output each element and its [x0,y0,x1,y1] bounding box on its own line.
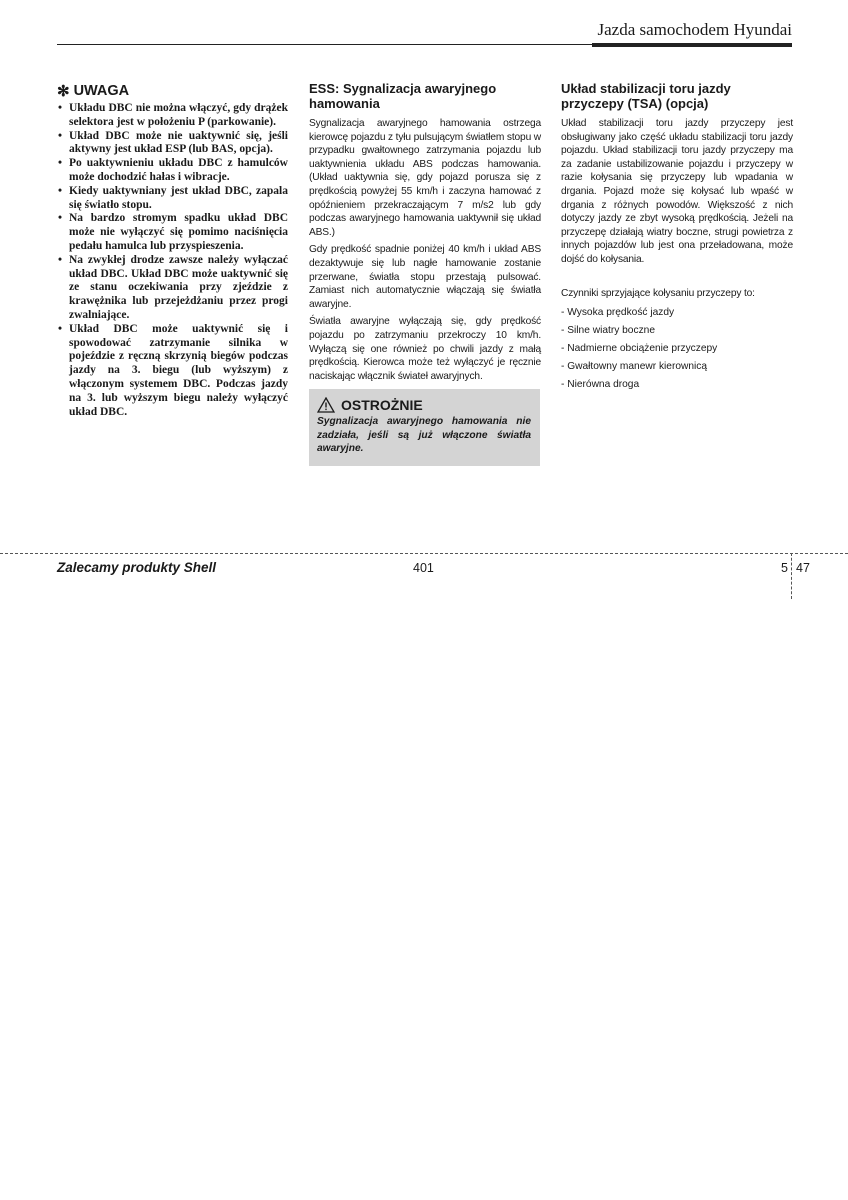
tsa-paragraph: Układ stabilizacji toru jazdy przyczepy jest obsługiwany jako część układu stabilizacji toru jazdy pojazdu. Układ stabilizacji toru jazdy przyczepy ma za zadanie ustabilizowanie pojazdu i przyczepy w razie kołysania się przyczepy lub wpadania w drgania. Pojazd może się kołysać lub wpaść w drgania z różnych powodów. Większość z nich dotyczy jazdy ze zbyt wysoką prędkością. Jeżeli na przyczepę działają wiatry boczne, strugi powietrza z innych pojazdów lub jest ona przeładowana, może dojść do kołysania. [561,118,793,265]
footer-chapter-number: 5 [781,561,788,575]
ess-paragraph: Sygnalizacja awaryjnego hamowania ostrzega kierowcę pojazdu z tyłu pulsującym światłem stopu w przypadku gwałtownego zatrzymania pojazdu lub uaktywnienia układu ABS podczas hamowania. (Układ uaktywnia się, gdy pojazd porusza się z prędkością powyżej 55 km/h i zaczyna hamować z opóźnieniem przekraczającym 7 m/s2 lub gdy podczas awaryjnego hamowania uaktywnił się układ ABS.) [309,118,541,238]
note-column [57,82,288,419]
asterisk-icon: ✻ [57,83,70,100]
note-title: UWAGA [73,83,130,99]
note-item: • Układ DBC może nie uaktywnić się, jeśli aktywny jest układ ESP (lub BAS, opcja). [57,130,288,158]
note-heading [57,82,288,100]
list-item: - Wysoka prędkość jazdy [561,307,675,319]
caution-heading [317,397,531,413]
list-item: - Silne wiatry boczne [561,325,655,337]
caution-box [309,389,540,466]
note-item: • Na bardzo stromym spadku układ DBC może nie wyłączyć się pomimo naciśnięcia pedału hamulca lub przyspieszenia. [57,212,288,253]
footer-vertical-divider [791,553,792,599]
note-item: • Na zwykłej drodze zawsze należy wyłączać układ DBC. Układ DBC może uaktywnić się ze stanu oczekiwania przy zjeździe z krawężnika lub przejeżdżaniu przez progi zwalniające. [57,254,288,323]
ess-title: ESS: Sygnalizacja awaryjnego hamowania [309,81,497,111]
note-item: • Kiedy uaktywniany jest układ DBC, zapala się światło stopu. [57,185,288,213]
list-item: - Nierówna droga [561,379,640,391]
page-header-title: Jazda samochodem Hyundai [597,20,792,39]
footer-document-number: 401 [413,561,434,575]
ess-column [309,82,541,466]
tsa-factors-list [561,304,793,394]
footer-page-number: 47 [796,561,810,575]
note-list [57,102,288,419]
ess-paragraph: Światła awaryjne wyłączają się, gdy prędkość pojazdu po zatrzymaniu przekroczy 10 km/h. Wyłączą się one również po chwili jazdy z małą prędkością. Kierowca może też wyłączyć je ręcznie naciskając włącznik świateł awaryjnych. [309,316,541,382]
list-item: - Gwałtowny manewr kierownicą [561,361,708,373]
warning-triangle-icon [317,397,335,413]
tsa-title: Układ stabilizacji toru jazdy przyczepy (TSA) (opcja) [561,81,731,111]
caution-text: Sygnalizacja awaryjnego hamowania nie zadziała, jeśli są już włączone światła awaryjne. [317,416,531,455]
ess-paragraph: Gdy prędkość spadnie poniżej 40 km/h i układ ABS dezaktywuje się lub nagłe hamowanie zostanie przerwane, światła stopu przestają pulsować. Zamiast nich automatycznie włączają się światła awaryjne. [309,244,541,310]
note-item: • Po uaktywnieniu układu DBC z hamulców może dochodzić hałas i wibracje. [57,157,288,185]
footer-slogan: Zalecamy produkty Shell [57,560,217,575]
header-rule-accent [592,43,792,47]
note-item: • Układu DBC nie można włączyć, gdy drążek selektora jest w położeniu P (parkowanie). [57,102,288,130]
note-item: • Układ DBC może uaktywnić się i spowodować zatrzymanie silnika w pojeździe z ręczną skrzynią biegów podczas jazdy na 3. biegu (lub wyższym) z włączonym systemem DBC. Podczas jazdy na 3. lub wyższym biegu należy wyłączyć układ DBC. [57,323,288,420]
tsa-column [561,82,793,394]
caution-title: OSTROŻNIE [341,397,423,414]
tsa-factors-intro: Czynniki sprzyjające kołysaniu przyczepy to: [561,287,755,299]
footer-divider [0,553,848,554]
list-item: - Nadmierne obciążenie przyczepy [561,343,718,355]
